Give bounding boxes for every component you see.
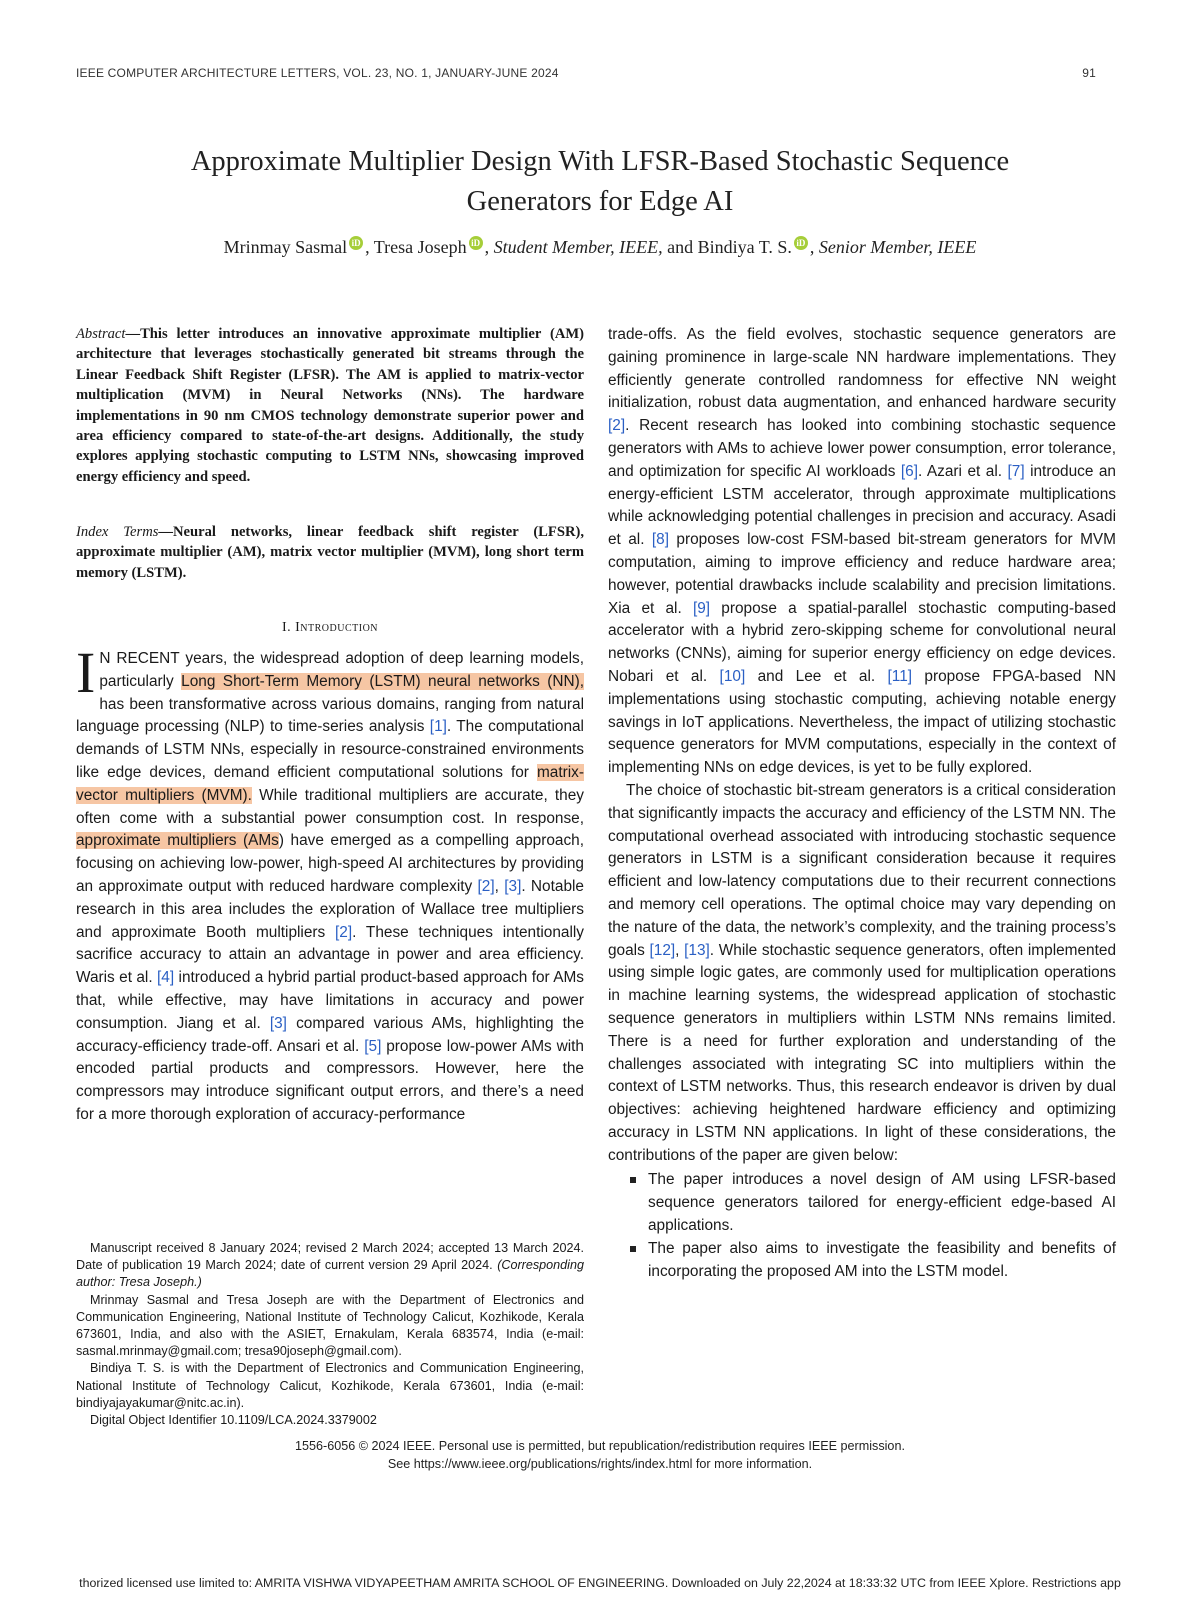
section-title: Introduction — [295, 620, 379, 635]
title-line-2: Generators for Edge AI — [466, 186, 734, 217]
orcid-icon[interactable]: iD — [469, 236, 483, 250]
running-header — [76, 66, 1096, 80]
citation-link[interactable]: [2] — [608, 417, 626, 435]
abstract-label: Abstract — [76, 326, 126, 342]
body-text: and Lee et al. — [745, 667, 888, 685]
author-3-role: Senior Member, IEEE — [818, 237, 977, 257]
citation-link[interactable]: [2] — [477, 877, 495, 895]
contributions-list — [608, 1169, 1116, 1283]
citation-link[interactable]: [2] — [335, 923, 353, 941]
paper-title — [100, 142, 1100, 222]
section-number: I. — [281, 620, 292, 635]
right-paragraph-1 — [608, 324, 1116, 780]
citation-link[interactable]: [12] — [649, 941, 676, 959]
journal-name: IEEE COMPUTER ARCHITECTURE LETTERS, VOL. 23, NO. 1, JANUARY-JUNE 2024 — [76, 66, 559, 80]
intro-text: . These techniques intentionally sacrifice accuracy to attain an advantage in power and area efficiency. Waris et al. — [76, 923, 584, 987]
intro-text: While traditional multipliers are accurate, they often come with a substantial power consumption cost. In response, — [76, 786, 584, 827]
highlight-mvm[interactable]: matrix-vector multipliers (MVM). — [76, 763, 584, 804]
footnote — [76, 1240, 584, 1429]
intro-text: introduced a hybrid partial product-based approach for AMs that, while effective, may have limitations in accuracy and power consumption. Jiang et al. — [76, 969, 584, 1032]
citation-link[interactable]: [8] — [651, 531, 670, 549]
citation-link[interactable]: [10] — [719, 667, 746, 685]
citation-link[interactable]: [7] — [1007, 462, 1025, 480]
intro-text: N RECENT years, the widespread adoption of deep learning models, particularly — [99, 650, 584, 690]
right-paragraph-2 — [608, 780, 1116, 1168]
body-text: proposes low-cost FSM-based bit-stream generators for MVM computation, aiming to improve efficiency and reduce hardware area; however, potential drawbacks include scalability and precision limitations. Xia et al. — [608, 531, 1116, 617]
intro-text: . Notable research in this area includes the exploration of Wallace tree multipliers and approximate Booth multipliers — [76, 877, 584, 941]
citation-link[interactable]: [6] — [900, 462, 919, 480]
highlight-am[interactable]: approximate multipliers (AMs — [76, 832, 279, 850]
intro-text: ) have emerged as a compelling approach, focusing on achieving low-power, high-speed AI architectures by providing an approximate output with reduced hardware complexity — [76, 832, 584, 895]
footnote-corresponding: (Corresponding author: Tresa Joseph.) — [76, 1258, 584, 1290]
title-line-1: Approximate Multiplier Design With LFSR-Based Stochastic Sequence — [190, 146, 1010, 177]
copyright-line-2: See https://www.ieee.org/publications/rights/index.html for more information. — [387, 1456, 813, 1471]
author-3: Bindiya T. S. — [697, 237, 792, 257]
bullet-square-icon — [630, 1246, 636, 1252]
index-terms-text: —Neural networks, linear feedback shift register (LFSR), approximate multiplier (AM), matrix vector multiplier (MVM), long short term memory (LSTM). — [76, 524, 584, 581]
authors-and: and — [667, 237, 694, 257]
citation-link[interactable]: [3] — [269, 1014, 287, 1032]
body-text: . Recent research has looked into combining stochastic sequence generators with AMs to achieve lower power consumption, error tolerance, and optimization for specific AI workloads — [608, 417, 1116, 480]
orcid-icon[interactable]: iD — [794, 236, 808, 250]
page-number: 91 — [1082, 66, 1096, 80]
body-text: The choice of stochastic bit-stream generators is a critical consideration that significantly impacts the accuracy and efficiency of the LSTM NN. The computational overhead associated with introducing stochastic sequence generators in LSTM is a significant consideration because it requires efficient and low-latency computations due to their recurrent connections and memory cell operations. The optimal choice may vary depending on the nature of the data, the network’s complexity, and the training process’s goals — [608, 781, 1116, 959]
index-terms-label: Index Terms — [76, 524, 159, 540]
license-notice: thorized licensed use limited to: AMRITA VISHWA VIDYAPEETHAM AMRITA SCHOOL OF ENGINEERING. Downloaded on July 22,2024 at 18:33:32 UTC from IEEE Xplore. Restrictions app — [79, 1576, 1121, 1590]
intro-text: , — [494, 877, 505, 895]
body-text: propose a spatial-parallel stochastic computing-based accelerator with a hybrid zero-skipping scheme for convolutional neural networks (CNNs), aiming for superior energy efficiency on edge devices. Nobari et al. — [608, 599, 1116, 685]
section-heading — [76, 620, 584, 636]
body-text: trade-offs. As the field evolves, stochastic sequence generators are gaining prominence in large-scale NN hardware implementations. They efficiently generate controlled randomness for effective NN weight initialization, robust data augmentation, and enhanced hardware security — [608, 326, 1116, 412]
body-text: introduce an energy-efficient LSTM accelerator, through approximate multiplications while acknowledging potential challenges in precision and accuracy. Asadi et al. — [608, 462, 1116, 549]
drop-cap: I — [76, 640, 96, 705]
abstract — [76, 324, 584, 487]
footnote-manuscript — [76, 1240, 584, 1292]
abstract-text: —This letter introduces an innovative approximate multiplier (AM) architecture that leverages stochastically generated bit streams through the Linear Feedback Shift Register (LFSR). The AM is applied to matrix-vector multiplication (MVM) in Neural Networks (NNs). The hardware implementations in 90 nm CMOS technology demonstrate superior power and area efficiency compared to state-of-the-art designs. Additionally, the study explores applying stochastic computing to LSTM NNs, showcasing improved energy efficiency and speed. — [76, 326, 584, 485]
author-2: Tresa Joseph — [373, 237, 467, 257]
intro-text: compared various AMs, highlighting the accuracy-efficiency trade-off. Ansari et al. — [76, 1014, 585, 1055]
copyright-line-1: 1556-6056 © 2024 IEEE. Personal use is permitted, but republication/redistribution requires IEEE permission. — [295, 1439, 905, 1453]
index-terms — [76, 522, 584, 583]
bullet-square-icon — [630, 1177, 636, 1183]
body-text: , — [675, 941, 685, 959]
intro-text: has been transformative across various domains, ranging from natural language processing (NLP) to time-series analysis — [76, 695, 584, 736]
list-item — [608, 1238, 1116, 1284]
intro-text: propose low-power AMs with encoded partial products and compressors. However, here the compressors may introduce significant output errors, and there’s a need for a more thorough exploration of accuracy-performance — [76, 1037, 584, 1123]
citation-link[interactable]: [4] — [157, 969, 175, 987]
list-item — [608, 1169, 1116, 1237]
citation-link[interactable]: [9] — [692, 599, 711, 617]
footnote-affiliation-2: Bindiya T. S. is with the Department of Electronics and Communication Engineering, National Institute of Technology Calicut, Kozhikode, Kerala 673601, India (e-mail: bindiyajayakumar@nitc.ac.in). — [76, 1361, 584, 1410]
citation-link[interactable]: [3] — [504, 877, 522, 895]
footnote-doi: Digital Object Identifier 10.1109/LCA.2024.3379002 — [90, 1413, 377, 1428]
body-text: . Azari et al. — [918, 462, 1008, 480]
body-text: propose FPGA-based NN implementations using stochastic computing, achieving notable energy savings in IoT applications. Nevertheless, the impact of utilizing stochastic sequence generators for MVM computations, especially in the context of implementing NNs on edge devices, is yet to be fully explored. — [608, 667, 1116, 777]
citation-link[interactable]: [13] — [684, 941, 710, 959]
right-column-body — [608, 324, 1116, 1283]
body-text: . While stochastic sequence generators, often implemented using simple logic gates, are commonly used for multiplication operations in machine learning systems, the widespread application of stochastic sequence generators in multipliers within LSTM NNs remains limited. There is a need for further exploration and understanding of the challenges associated with integrating SC into multipliers within the context of LSTM networks. Thus, this research endeavor is driven by dual objectives: achieving heightened hardware efficiency and optimizing accuracy in LSTM NN applications. In light of these considerations, the contributions of the paper are given below: — [608, 941, 1117, 1164]
citation-link[interactable]: [1] — [429, 718, 447, 736]
intro-text: . The computational demands of LSTM NNs, especially in resource-constrained environments like edge devices, demand efficient computational solutions for — [76, 718, 584, 781]
author-list: Mrinmay Sasmal iD , Tresa Joseph iD , Student Member, IEEE, and Bindiya T. S. iD , Senior Member, IEEE — [223, 237, 977, 257]
footnote-text: Manuscript received 8 January 2024; revised 2 March 2024; accepted 13 March 2024. Date of publication 19 March 2024; date of current version 29 April 2024. — [76, 1241, 584, 1273]
author-1: Mrinmay Sasmal — [223, 237, 348, 257]
orcid-icon[interactable]: iD — [349, 236, 363, 250]
copyright-notice — [0, 1438, 1200, 1473]
list-item-text: The paper introduces a novel design of AM using LFSR-based sequence generators tailored for energy-efficient edge-based AI applications. — [648, 1171, 1116, 1235]
author-2-role: Student Member, IEEE, — [493, 237, 663, 257]
citation-link[interactable]: [5] — [364, 1037, 382, 1055]
footnote-affiliation-1: Mrinmay Sasmal and Tresa Joseph are with the Department of Electronics and Communication Engineering, National Institute of Technology Calicut, Kozhikode, Kerala 673601, India, and also with the ASIET, Ernakulam, Kerala 683574, India (e-mail: sasmal.mrinmay@gmail.com; tresa90joseph@gmail.com). — [76, 1292, 584, 1359]
list-item-text: The paper also aims to investigate the feasibility and benefits of incorporating the proposed AM into the LSTM model. — [648, 1239, 1116, 1280]
introduction-body — [76, 640, 585, 1127]
citation-link[interactable]: [11] — [887, 667, 913, 685]
highlight-lstm[interactable]: Long Short-Term Memory (LSTM) neural networks (NN), — [181, 672, 584, 690]
